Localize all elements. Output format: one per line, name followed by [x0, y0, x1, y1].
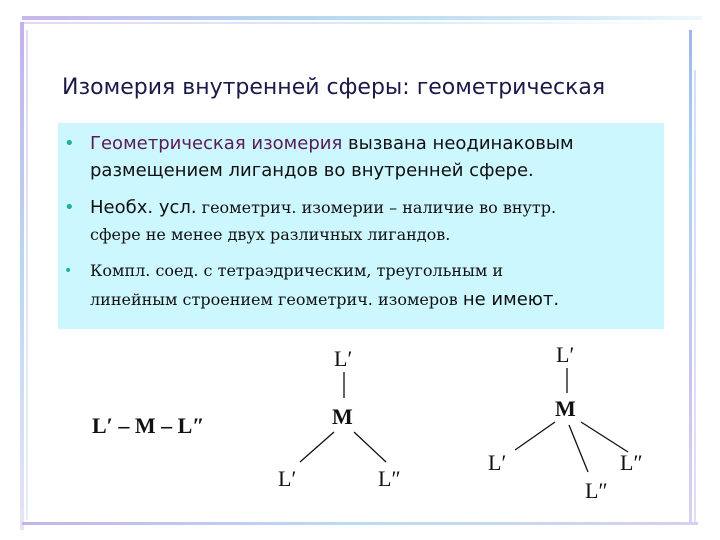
trigonal-top-label: L′	[334, 346, 353, 371]
tetrahedral-left-label: L′	[488, 450, 507, 475]
tetrahedral-bond-right	[581, 422, 628, 452]
bullet-dot-icon: •	[64, 263, 73, 279]
trigonal-right-label: L″	[378, 466, 401, 491]
trigonal-left-label: L′	[278, 466, 297, 491]
tetrahedral-diagram	[488, 342, 643, 503]
bullet-2-sans: Необх. усл.	[90, 197, 197, 218]
tetrahedral-top-label: L′	[556, 342, 575, 367]
linear-formula: L′ – M – L″	[92, 413, 205, 438]
trigonal-bond-right	[354, 432, 386, 462]
tetrahedral-bond-bottom	[569, 425, 588, 472]
bullet-3-serif: линейным строением геометрич. изомеров	[90, 290, 463, 309]
bullet-3-sans: не имеют.	[462, 289, 560, 310]
trigonal-center-label: M	[332, 404, 353, 429]
slide-title: Изомерия внутренней сферы: геометрическая	[62, 75, 606, 100]
tetrahedral-bond-left	[515, 422, 555, 450]
bullet-1-rest: вызвана неодинаковым	[342, 133, 574, 154]
bullet-dot-icon: •	[64, 133, 75, 154]
trigonal-bond-left	[300, 432, 334, 462]
bullet-1-line-2: размещением лигандов во внутренней сфере.	[90, 160, 534, 181]
trigonal-diagram	[278, 346, 401, 491]
bullet-1-highlight: Геометрическая изомерия	[90, 133, 343, 154]
bullet-2-line-2: сфере не менее двух различных лигандов.	[90, 225, 451, 244]
bullet-2-serif: геометрич. изомерии – наличие во внутр.	[196, 198, 557, 217]
tetrahedral-center-label: M	[555, 396, 576, 421]
bullet-3-line-1: Компл. соед. с тетраэдрическим, треугольным и	[90, 261, 504, 280]
tetrahedral-bottom-label: L″	[585, 478, 608, 503]
bullet-dot-icon: •	[64, 197, 75, 218]
tetrahedral-right-label: L″	[620, 450, 643, 475]
